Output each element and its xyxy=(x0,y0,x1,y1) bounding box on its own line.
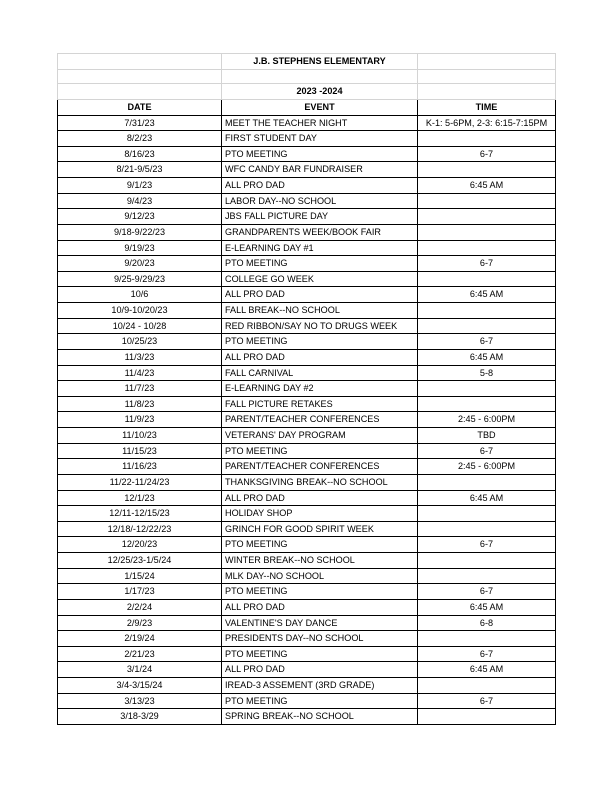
event-cell: ALL PRO DAD xyxy=(222,662,418,678)
table-row xyxy=(58,146,556,162)
event-cell: E-LEARNING DAY #1 xyxy=(222,240,418,256)
table-row xyxy=(58,271,556,287)
event-cell: FALL PICTURE RETAKES xyxy=(222,396,418,412)
time-cell xyxy=(418,474,556,490)
event-cell: IREAD-3 ASSEMENT (3RD GRADE) xyxy=(222,678,418,694)
date-cell: 9/12/23 xyxy=(58,209,222,225)
table-row xyxy=(58,256,556,272)
event-cell: ALL PRO DAD xyxy=(222,349,418,365)
date-cell: 10/9-10/20/23 xyxy=(58,303,222,319)
event-cell: PRESIDENTS DAY--NO SCHOOL xyxy=(222,631,418,647)
event-cell: THANKSGIVING BREAK--NO SCHOOL xyxy=(222,474,418,490)
table-row xyxy=(58,224,556,240)
date-cell: 11/22-11/24/23 xyxy=(58,474,222,490)
time-cell: 6:45 AM xyxy=(418,490,556,506)
event-cell: VALENTINE'S DAY DANCE xyxy=(222,615,418,631)
event-cell: PTO MEETING xyxy=(222,334,418,350)
table-row xyxy=(58,428,556,444)
table-row xyxy=(58,443,556,459)
table-row xyxy=(58,646,556,662)
event-cell: LABOR DAY--NO SCHOOL xyxy=(222,193,418,209)
year-row xyxy=(58,84,556,100)
time-cell: 6-7 xyxy=(418,584,556,600)
table-row xyxy=(58,334,556,350)
table-row xyxy=(58,709,556,725)
event-cell: WFC CANDY BAR FUNDRAISER xyxy=(222,162,418,178)
title-row xyxy=(58,54,556,70)
table-row xyxy=(58,553,556,569)
table-row xyxy=(58,318,556,334)
time-cell: 6-7 xyxy=(418,693,556,709)
event-cell: SPRING BREAK--NO SCHOOL xyxy=(222,709,418,725)
time-cell: 2:45 - 6:00PM xyxy=(418,459,556,475)
time-cell xyxy=(418,162,556,178)
time-cell xyxy=(418,381,556,397)
spacer-row xyxy=(58,69,556,84)
header-row xyxy=(58,99,556,115)
date-cell: 12/20/23 xyxy=(58,537,222,553)
table-row xyxy=(58,412,556,428)
time-cell: 5-8 xyxy=(418,365,556,381)
table-row xyxy=(58,178,556,194)
table-row xyxy=(58,615,556,631)
date-column-header: DATE xyxy=(58,99,222,115)
event-cell: FALL CARNIVAL xyxy=(222,365,418,381)
table-row xyxy=(58,521,556,537)
time-cell xyxy=(418,224,556,240)
table-row xyxy=(58,599,556,615)
table-row xyxy=(58,287,556,303)
table-row xyxy=(58,365,556,381)
table-row xyxy=(58,381,556,397)
event-cell: ALL PRO DAD xyxy=(222,178,418,194)
time-cell: 6:45 AM xyxy=(418,349,556,365)
blank-cell xyxy=(58,54,222,70)
table-row xyxy=(58,115,556,131)
time-cell: K-1: 5-6PM, 2-3: 6:15-7:15PM xyxy=(418,115,556,131)
date-cell: 11/9/23 xyxy=(58,412,222,428)
date-cell: 3/1/24 xyxy=(58,662,222,678)
time-cell xyxy=(418,521,556,537)
event-cell: PTO MEETING xyxy=(222,146,418,162)
table-row xyxy=(58,240,556,256)
date-cell: 12/11-12/15/23 xyxy=(58,506,222,522)
date-cell: 3/18-3/29 xyxy=(58,709,222,725)
time-cell: 6-7 xyxy=(418,646,556,662)
date-cell: 3/4-3/15/24 xyxy=(58,678,222,694)
time-cell xyxy=(418,553,556,569)
event-cell: ALL PRO DAD xyxy=(222,599,418,615)
date-cell: 2/21/23 xyxy=(58,646,222,662)
blank-cell xyxy=(418,69,556,84)
event-cell: PTO MEETING xyxy=(222,584,418,600)
time-cell: 6:45 AM xyxy=(418,662,556,678)
time-cell xyxy=(418,568,556,584)
event-cell: PTO MEETING xyxy=(222,693,418,709)
date-cell: 9/20/23 xyxy=(58,256,222,272)
event-cell: RED RIBBON/SAY NO TO DRUGS WEEK xyxy=(222,318,418,334)
time-cell xyxy=(418,131,556,147)
time-cell xyxy=(418,678,556,694)
date-cell: 3/13/23 xyxy=(58,693,222,709)
school-title: J.B. STEPHENS ELEMENTARY xyxy=(222,54,418,70)
date-cell: 2/19/24 xyxy=(58,631,222,647)
event-cell: ALL PRO DAD xyxy=(222,287,418,303)
blank-cell xyxy=(418,84,556,100)
date-cell: 9/19/23 xyxy=(58,240,222,256)
time-cell xyxy=(418,318,556,334)
event-cell: FALL BREAK--NO SCHOOL xyxy=(222,303,418,319)
event-cell: MEET THE TEACHER NIGHT xyxy=(222,115,418,131)
time-cell: 6:45 AM xyxy=(418,287,556,303)
table-row xyxy=(58,584,556,600)
table-row xyxy=(58,631,556,647)
event-cell: JBS FALL PICTURE DAY xyxy=(222,209,418,225)
blank-cell xyxy=(418,54,556,70)
date-cell: 11/16/23 xyxy=(58,459,222,475)
date-cell: 9/4/23 xyxy=(58,193,222,209)
event-cell: ALL PRO DAD xyxy=(222,490,418,506)
table-row xyxy=(58,537,556,553)
event-cell: PARENT/TEACHER CONFERENCES xyxy=(222,459,418,475)
table-row xyxy=(58,193,556,209)
time-cell xyxy=(418,506,556,522)
schedule-rows xyxy=(58,115,556,724)
event-cell: PARENT/TEACHER CONFERENCES xyxy=(222,412,418,428)
time-cell: TBD xyxy=(418,428,556,444)
table-row xyxy=(58,349,556,365)
date-cell: 2/2/24 xyxy=(58,599,222,615)
time-cell: 6-7 xyxy=(418,537,556,553)
table-row xyxy=(58,162,556,178)
blank-cell xyxy=(58,84,222,100)
event-cell: COLLEGE GO WEEK xyxy=(222,271,418,287)
table-row xyxy=(58,693,556,709)
time-column-header: TIME xyxy=(418,99,556,115)
date-cell: 8/2/23 xyxy=(58,131,222,147)
table-row xyxy=(58,490,556,506)
table-row xyxy=(58,209,556,225)
date-cell: 12/18/-12/22/23 xyxy=(58,521,222,537)
time-cell xyxy=(418,709,556,725)
table-row xyxy=(58,568,556,584)
time-cell xyxy=(418,631,556,647)
time-cell xyxy=(418,396,556,412)
table-row xyxy=(58,396,556,412)
table-row xyxy=(58,678,556,694)
blank-cell xyxy=(222,69,418,84)
date-cell: 11/10/23 xyxy=(58,428,222,444)
event-cell: FIRST STUDENT DAY xyxy=(222,131,418,147)
event-cell: PTO MEETING xyxy=(222,537,418,553)
time-cell: 2:45 - 6:00PM xyxy=(418,412,556,428)
date-cell: 10/24 - 10/28 xyxy=(58,318,222,334)
event-cell: WINTER BREAK--NO SCHOOL xyxy=(222,553,418,569)
time-cell: 6-7 xyxy=(418,443,556,459)
blank-cell xyxy=(58,69,222,84)
date-cell: 10/25/23 xyxy=(58,334,222,350)
date-cell: 7/31/23 xyxy=(58,115,222,131)
date-cell: 9/25-9/29/23 xyxy=(58,271,222,287)
table-row xyxy=(58,131,556,147)
event-cell: PTO MEETING xyxy=(222,443,418,459)
event-cell: GRINCH FOR GOOD SPIRIT WEEK xyxy=(222,521,418,537)
time-cell: 6-7 xyxy=(418,146,556,162)
date-cell: 12/25/23-1/5/24 xyxy=(58,553,222,569)
date-cell: 11/15/23 xyxy=(58,443,222,459)
event-cell: VETERANS' DAY PROGRAM xyxy=(222,428,418,444)
event-cell: HOLIDAY SHOP xyxy=(222,506,418,522)
table-row xyxy=(58,506,556,522)
time-cell: 6:45 AM xyxy=(418,599,556,615)
time-cell xyxy=(418,303,556,319)
event-cell: PTO MEETING xyxy=(222,646,418,662)
date-cell: 8/16/23 xyxy=(58,146,222,162)
time-cell: 6-7 xyxy=(418,256,556,272)
date-cell: 11/8/23 xyxy=(58,396,222,412)
event-column-header: EVENT xyxy=(222,99,418,115)
time-cell: 6-8 xyxy=(418,615,556,631)
date-cell: 11/7/23 xyxy=(58,381,222,397)
event-cell: E-LEARNING DAY #2 xyxy=(222,381,418,397)
time-cell: 6:45 AM xyxy=(418,178,556,194)
date-cell: 12/1/23 xyxy=(58,490,222,506)
table-row xyxy=(58,459,556,475)
time-cell xyxy=(418,209,556,225)
schedule-table xyxy=(57,53,556,725)
date-cell: 11/3/23 xyxy=(58,349,222,365)
time-cell: 6-7 xyxy=(418,334,556,350)
table-row xyxy=(58,662,556,678)
time-cell xyxy=(418,271,556,287)
table-row xyxy=(58,474,556,490)
date-cell: 2/9/23 xyxy=(58,615,222,631)
school-year: 2023 -2024 xyxy=(222,84,418,100)
table-row xyxy=(58,303,556,319)
event-cell: PTO MEETING xyxy=(222,256,418,272)
date-cell: 11/4/23 xyxy=(58,365,222,381)
event-cell: GRANDPARENTS WEEK/BOOK FAIR xyxy=(222,224,418,240)
date-cell: 8/21-9/5/23 xyxy=(58,162,222,178)
date-cell: 1/17/23 xyxy=(58,584,222,600)
date-cell: 9/18-9/22/23 xyxy=(58,224,222,240)
event-cell: MLK DAY--NO SCHOOL xyxy=(222,568,418,584)
time-cell xyxy=(418,193,556,209)
date-cell: 10/6 xyxy=(58,287,222,303)
date-cell: 9/1/23 xyxy=(58,178,222,194)
date-cell: 1/15/24 xyxy=(58,568,222,584)
time-cell xyxy=(418,240,556,256)
